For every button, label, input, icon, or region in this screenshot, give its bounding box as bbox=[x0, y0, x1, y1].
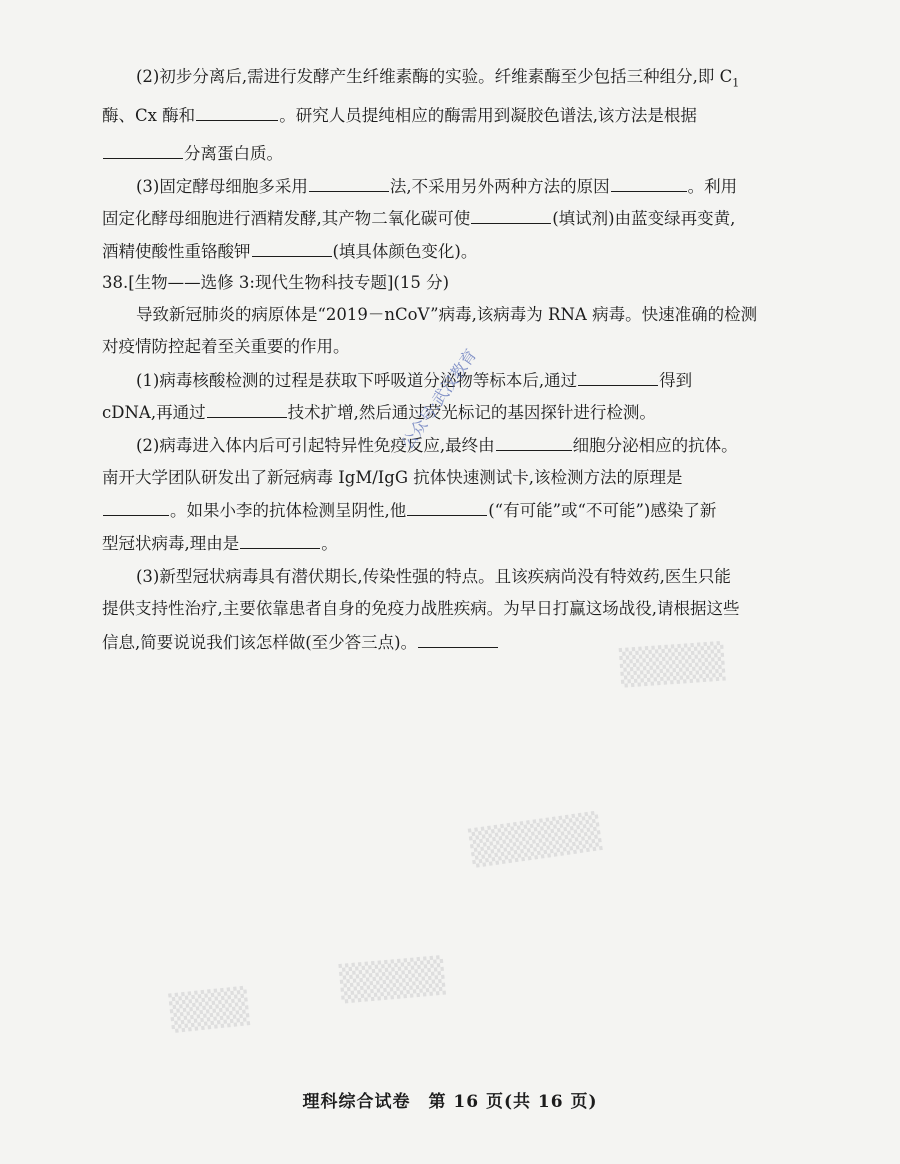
bleed-through-mark: ▒▒▒▒ bbox=[338, 955, 447, 1005]
text: (3)新型冠状病毒具有潜伏期长,传染性强的特点。且该疾病尚没有特效药,医生只能 bbox=[136, 567, 731, 586]
answer-blank[interactable] bbox=[578, 369, 658, 386]
text: 提供支持性治疗,主要依靠患者自身的免疫力战胜疾病。为早日打赢这场战役,请根据这些 bbox=[102, 599, 740, 618]
q38-p2-line1 bbox=[136, 434, 738, 457]
text: 。如果小李的抗体检测呈阴性,他 bbox=[170, 501, 407, 520]
text: 酶、Cx 酶和 bbox=[102, 106, 196, 125]
text: (1)病毒核酸检测的过程是获取下呼吸道分泌物等标本后,通过 bbox=[136, 371, 578, 390]
q37-p2-line3 bbox=[102, 142, 283, 165]
q38-intro-line2 bbox=[102, 336, 350, 358]
text: 固定化酵母细胞进行酒精发酵,其产物二氧化碳可使 bbox=[102, 209, 471, 228]
answer-blank[interactable] bbox=[407, 499, 487, 516]
text: (“有可能”或“不可能”)感染了新 bbox=[488, 501, 717, 520]
subscript: 1 bbox=[732, 76, 740, 90]
answer-blank[interactable] bbox=[309, 175, 389, 192]
text: 法,不采用另外两种方法的原因 bbox=[389, 177, 610, 196]
answer-blank[interactable] bbox=[496, 434, 572, 451]
answer-blank[interactable] bbox=[103, 499, 169, 516]
answer-blank[interactable] bbox=[471, 207, 551, 224]
answer-blank[interactable] bbox=[196, 104, 278, 121]
text: (3)固定酵母细胞多采用 bbox=[136, 177, 308, 196]
q37-p2-text: (2)初步分离后,需进行发酵产生纤维素酶的实验。纤维素酶至少包括三种组分,即 C bbox=[136, 67, 733, 86]
q38-header bbox=[102, 272, 449, 294]
question-header: 38.[生物——选修 3:现代生物科技专题](15 分) bbox=[102, 273, 450, 292]
text: (填试剂)由蓝变绿再变黄, bbox=[552, 209, 736, 228]
answer-blank[interactable] bbox=[418, 631, 498, 648]
text: 分离蛋白质。 bbox=[184, 144, 283, 163]
q37-p3-line2 bbox=[102, 207, 735, 230]
text: 。利用 bbox=[687, 177, 738, 196]
answer-blank[interactable] bbox=[103, 142, 183, 159]
q38-p3-line3 bbox=[102, 631, 499, 654]
text: 对疫情防控起着至关重要的作用。 bbox=[102, 337, 350, 356]
q38-p2-line2 bbox=[102, 467, 683, 489]
text: cDNA,再通过 bbox=[102, 403, 206, 422]
q38-p2-line4 bbox=[102, 532, 338, 555]
text: 酒精使酸性重铬酸钾 bbox=[102, 242, 251, 261]
answer-blank[interactable] bbox=[240, 532, 320, 549]
text: 。研究人员提纯相应的酶需用到凝胶色谱法,该方法是根据 bbox=[279, 106, 697, 125]
page-footer: 理科综合试卷 第 16 页(共 16 页) bbox=[302, 1092, 598, 1112]
text: 技术扩增,然后通过荧光标记的基因探针进行检测。 bbox=[287, 403, 656, 422]
q37-p3-line3 bbox=[102, 240, 477, 263]
text: 。 bbox=[321, 534, 338, 553]
text: 得到 bbox=[659, 371, 693, 390]
q37-p2-line2 bbox=[102, 104, 697, 127]
text: 导致新冠肺炎的病原体是“2019－nCoV”病毒,该病毒为 RNA 病毒。快速准确的检测 bbox=[136, 305, 758, 324]
text: (2)病毒进入体内后可引起特异性免疫反应,最终由 bbox=[136, 436, 495, 455]
bleed-through-mark: ▒▒▒ bbox=[168, 986, 251, 1034]
bleed-through-mark: ▒▒▒▒ bbox=[618, 641, 726, 689]
watermark-text: 公众号:武汉教育 bbox=[397, 345, 481, 453]
q38-p3-line2 bbox=[102, 598, 740, 620]
q38-p1-line2 bbox=[102, 401, 656, 424]
text: 细胞分泌相应的抗体。 bbox=[572, 436, 738, 455]
q37-p2-line1 bbox=[136, 66, 739, 94]
q38-p2-line3 bbox=[102, 499, 716, 522]
text: 信息,简要说说我们该怎样做(至少答三点)。 bbox=[102, 633, 418, 652]
text: (填具体颜色变化)。 bbox=[332, 242, 478, 261]
text: 南开大学团队研发出了新冠病毒 IgM/IgG 抗体快速测试卡,该检测方法的原理是 bbox=[102, 468, 683, 487]
q38-p1-line1 bbox=[136, 369, 692, 392]
answer-blank[interactable] bbox=[252, 240, 332, 257]
q38-intro-line1 bbox=[136, 304, 757, 326]
text: 型冠状病毒,理由是 bbox=[102, 534, 240, 553]
q38-p3-line1 bbox=[136, 566, 731, 588]
answer-blank[interactable] bbox=[611, 175, 687, 192]
answer-blank[interactable] bbox=[207, 401, 287, 418]
q37-p3-line1 bbox=[136, 175, 737, 198]
bleed-through-mark: ▒▒▒▒▒ bbox=[467, 811, 603, 869]
